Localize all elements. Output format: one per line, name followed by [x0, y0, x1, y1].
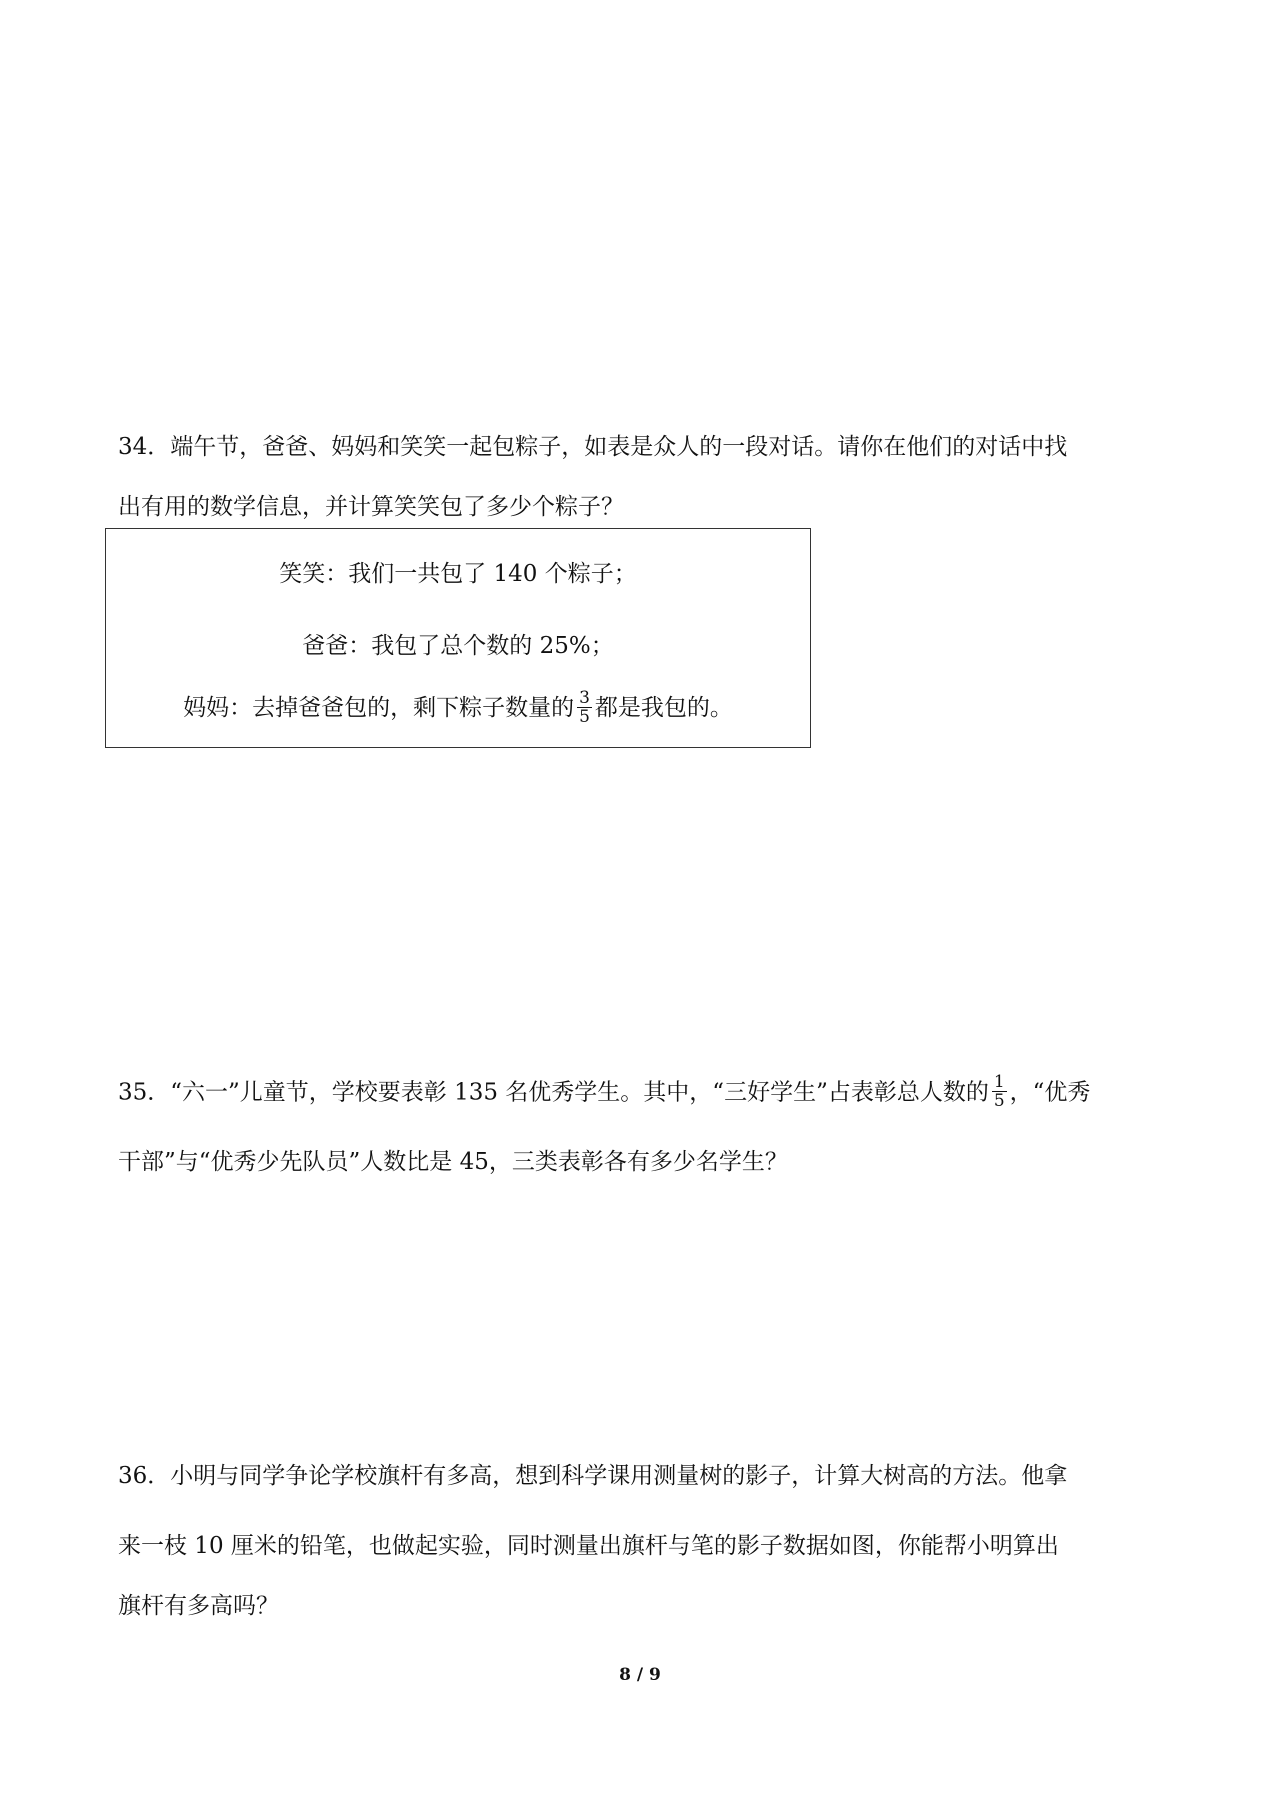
fraction-numerator: 3 [579, 687, 590, 708]
question-36-line-1: 36．小明与同学争论学校旗杆有多高，想到科学课用测量树的影子，计算大树高的方法。他拿 [118, 1463, 1068, 1489]
question-34-line-2: 出有用的数学信息，并计算笑笑包了多少个粽子？ [118, 494, 624, 520]
question-35-text-before: 35．“六一”儿童节，学校要表彰 135 名优秀学生。其中，“三好学生”占表彰总人数的 [118, 1079, 989, 1106]
dialogue-mama [106, 689, 810, 728]
dialogue-box [105, 528, 811, 748]
fraction-numerator: 1 [993, 1072, 1005, 1092]
fraction-one-fifth [992, 1073, 1007, 1110]
dialogue-mama-text-before: 妈妈：去掉爸爸包的，剩下粽子数量的 [183, 695, 575, 721]
dialogue-baba: 爸爸：我包了总个数的 25%； [302, 633, 614, 659]
question-35-text-after: ，“优秀 [1009, 1079, 1091, 1106]
question-36-line-3: 旗杆有多高吗？ [118, 1593, 279, 1619]
question-35-line-2: 干部”与“优秀少先队员”人数比是 45，三类表彰各有多少名学生？ [118, 1149, 788, 1175]
fraction-denominator: 5 [993, 1091, 1005, 1111]
question-34-line-1: 34．端午节，爸爸、妈妈和笑笑一起包粽子，如表是众人的一段对话。请你在他们的对话中找 [118, 434, 1068, 460]
fraction-three-fifths [577, 689, 592, 726]
page-number: 8 / 9 [619, 1665, 661, 1685]
fraction-denominator: 5 [579, 706, 590, 727]
dialogue-xiaoxiao: 笑笑：我们一共包了 140 个粽子； [279, 561, 637, 587]
dialogue-mama-text-after: 都是我包的。 [594, 695, 733, 721]
question-35-line-1 [118, 1072, 1091, 1112]
question-36-line-2: 来一枝 10 厘米的铅笔，也做起实验，同时测量出旗杆与笔的影子数据如图，你能帮小明算出 [118, 1533, 1059, 1559]
